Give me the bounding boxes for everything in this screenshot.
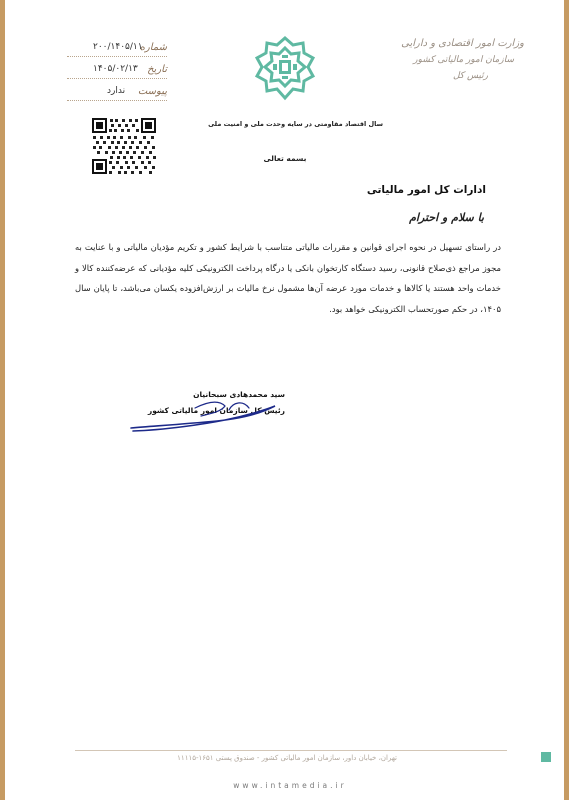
date-label: تاریخ <box>147 64 167 75</box>
recipient: ادارات کل امور مالیاتی <box>366 184 486 196</box>
signatory-name: سید محمدهادی سبحانیان <box>193 390 285 399</box>
attachment-value: ندارد <box>107 86 126 96</box>
qr-code <box>91 117 157 175</box>
bismillah: بسمه تعالی <box>263 154 307 163</box>
organization-name: سازمان امور مالیاتی کشور <box>413 55 514 65</box>
letter-meta <box>67 38 167 106</box>
signatory-title: رئیس کل سازمان امور مالیاتی کشور <box>147 406 285 415</box>
organization-logo-icon <box>253 36 317 102</box>
greeting: با سلام و احترام <box>409 211 484 224</box>
signature-block <box>125 386 285 436</box>
date-row <box>67 64 167 79</box>
handwritten-signature-icon <box>125 386 285 436</box>
number-row <box>67 42 167 57</box>
attachment-row <box>67 86 167 101</box>
footer-divider <box>75 750 507 751</box>
watermark: www.intamedia.ir <box>233 781 347 790</box>
footer-address: تهران، خیابان داور، سازمان امور مالیاتی کشور - صندوق پستی ۱۶۵۱-۱۱۱۱۵ <box>177 754 397 762</box>
ministry-header <box>374 36 524 84</box>
office-name: رئیس کل <box>452 71 488 81</box>
letter-body: در راستای تسهیل در نحوه اجرای قوانین و مقررات مالیاتی متناسب با شرایط کشور و تکریم مؤدیان مالیاتی و با عنایت به مجوز مراجع ذی‌صلاح قانونی، رسید دستگاه کارتخوان بانکی یا درگاه پرداخت الکترونیکی کلیه مؤدیانی که عرضه‌کننده کالا و خدمات واحد هستند یا کالاها و خدمات مورد عرضه آن‌ها مشمول نرخ مالیات بر ارزش‌افزوده یکسان می‌باشد، تا پایان سال ۱۴۰۵، در حکم صورتحساب الکترونیکی خواهد بود. <box>75 242 501 314</box>
number-label: شماره <box>139 42 167 53</box>
year-slogan: سال اقتصاد مقاومتی در سایه وحدت ملی و امنیت ملی <box>208 120 383 128</box>
attachment-label: پیوست <box>137 86 167 97</box>
footer-accent-square <box>541 752 551 762</box>
ministry-name: وزارت امور اقتصادی و دارایی <box>401 38 524 49</box>
number-value: ۲۰۰/۱۴۰۵/۱۱ <box>93 42 143 52</box>
date-value: ۱۴۰۵/۰۲/۱۳ <box>93 64 138 74</box>
